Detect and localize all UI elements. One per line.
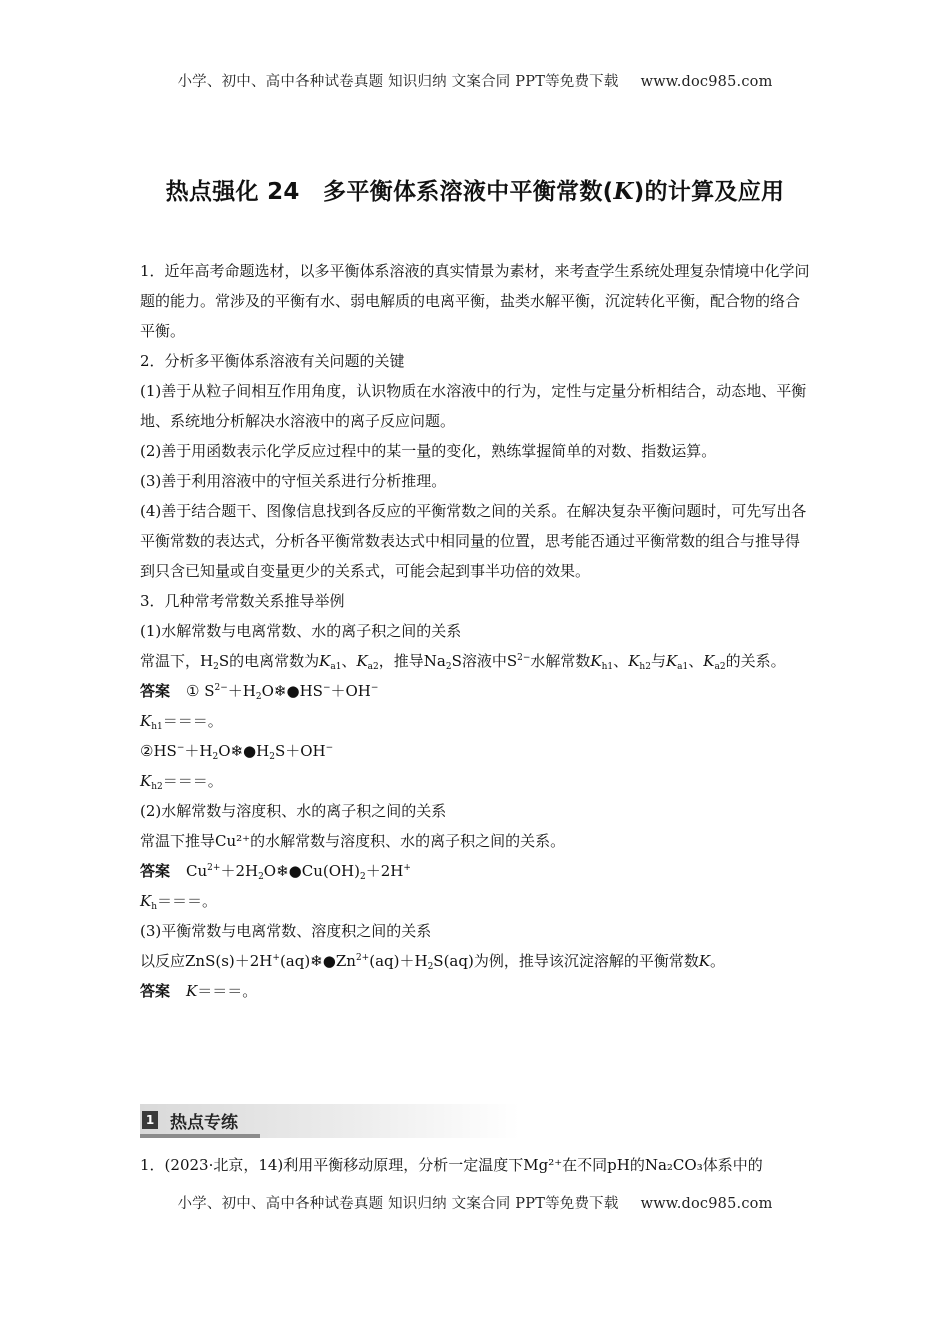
paragraph-1: 1．近年高考命题选材，以多平衡体系溶液的真实情景为素材，来考查学生系统处理复杂情境中化学问题的能力。常涉及的平衡有水、弱电解质的电离平衡，盐类水解平衡，沉淀转化平衡，配合物的络合平衡。: [140, 262, 810, 340]
header-url: www.doc985.com: [640, 74, 773, 90]
section-underline: [140, 1134, 260, 1138]
page-title: 热点强化 24 多平衡体系溶液中平衡常数(K)的计算及应用: [165, 178, 785, 205]
paragraph-6: (4)善于结合题干、图像信息找到各反应的平衡常数之间的关系。在解决复杂平衡问题时，可先写出各平衡常数的表达式，分析各平衡常数表达式中相同量的位置，思考能否通过平衡常数的组合与推导得到只含已知量或自变量更少的关系式，可能会起到事半功倍的效果。: [140, 502, 807, 580]
header-text: 小学、初中、高中各种试卷真题 知识归纳 文案合同 PPT等免费下载: [177, 74, 619, 90]
paragraph-9: 常温下，$H_2S$的电离常数为$K_{a1}$、$K_{a2}$，推导$Na_2S$溶液中$S^{2-}$水解常数$K_{h1}$、$K_{h2}$与$K_{a1}$、$K_{a2}$的关系。: [140, 652, 786, 672]
footer-url: www.doc985.com: [640, 1196, 773, 1212]
paragraph-2: 2．分析多平衡体系溶液有关问题的关键: [140, 352, 405, 370]
question-1: 1．(2023·北京，14)利用平衡移动原理，分析一定温度下Mg²⁺在不同pH的Na₂CO₃体系中的: [140, 1156, 763, 1174]
answer-1: 答案 ① $S^{2-}+H_2O❄●HS^-+OH^-$: [140, 682, 379, 702]
paragraph-5: (3)善于利用溶液中的守恒关系进行分析推理。: [140, 472, 447, 490]
equation-kh1: $K_{h1}===$。: [140, 712, 223, 732]
section-heading: [140, 1104, 520, 1138]
section-number-icon: 1: [142, 1111, 158, 1129]
paragraph-12: (2)水解常数与溶度积、水的离子积之间的关系: [140, 802, 447, 820]
main-content: [140, 256, 812, 1006]
page-header: [0, 70, 950, 91]
answer-4: 答案 K＝＝＝。: [140, 982, 258, 1000]
equation-kh2: $K_{h2}===$。: [140, 772, 223, 792]
paragraph-15: (3)平衡常数与电离常数、溶度积之间的关系: [140, 922, 432, 940]
page-footer: [0, 1192, 950, 1213]
footer-text: 小学、初中、高中各种试卷真题 知识归纳 文案合同 PPT等免费下载: [177, 1196, 619, 1212]
paragraph-4: (2)善于用函数表示化学反应过程中的某一量的变化，熟练掌握简单的对数、指数运算。: [140, 442, 717, 460]
paragraph-3: (1)善于从粒子间相互作用角度，认识物质在水溶液中的行为，定性与定量分析相结合，动态地、平衡地、系统地分析解决水溶液中的离子反应问题。: [140, 382, 807, 430]
paragraph-16: 以反应$ZnS(s)+2H^+(aq)❄●Zn^{2+}(aq)+H_2S(aq)$为例，推导该沉淀溶解的平衡常数K。: [140, 952, 726, 972]
section-label: 热点专练: [170, 1113, 238, 1133]
equation-kh: $K_h===$。: [140, 892, 218, 912]
answer-3: 答案 $Cu^{2+}+2H_2O❄●Cu(OH)_2+2H^+$: [140, 862, 411, 882]
paragraph-13: 常温下推导Cu²⁺的水解常数与溶度积、水的离子积之间的关系。: [140, 832, 566, 850]
paragraph-7: 3．几种常考常数关系推导举例: [140, 592, 345, 610]
answer-2: $②HS^-+H_2O❄●H_2S+OH^-$: [140, 742, 334, 762]
paragraph-8: (1)水解常数与电离常数、水的离子积之间的关系: [140, 622, 462, 640]
